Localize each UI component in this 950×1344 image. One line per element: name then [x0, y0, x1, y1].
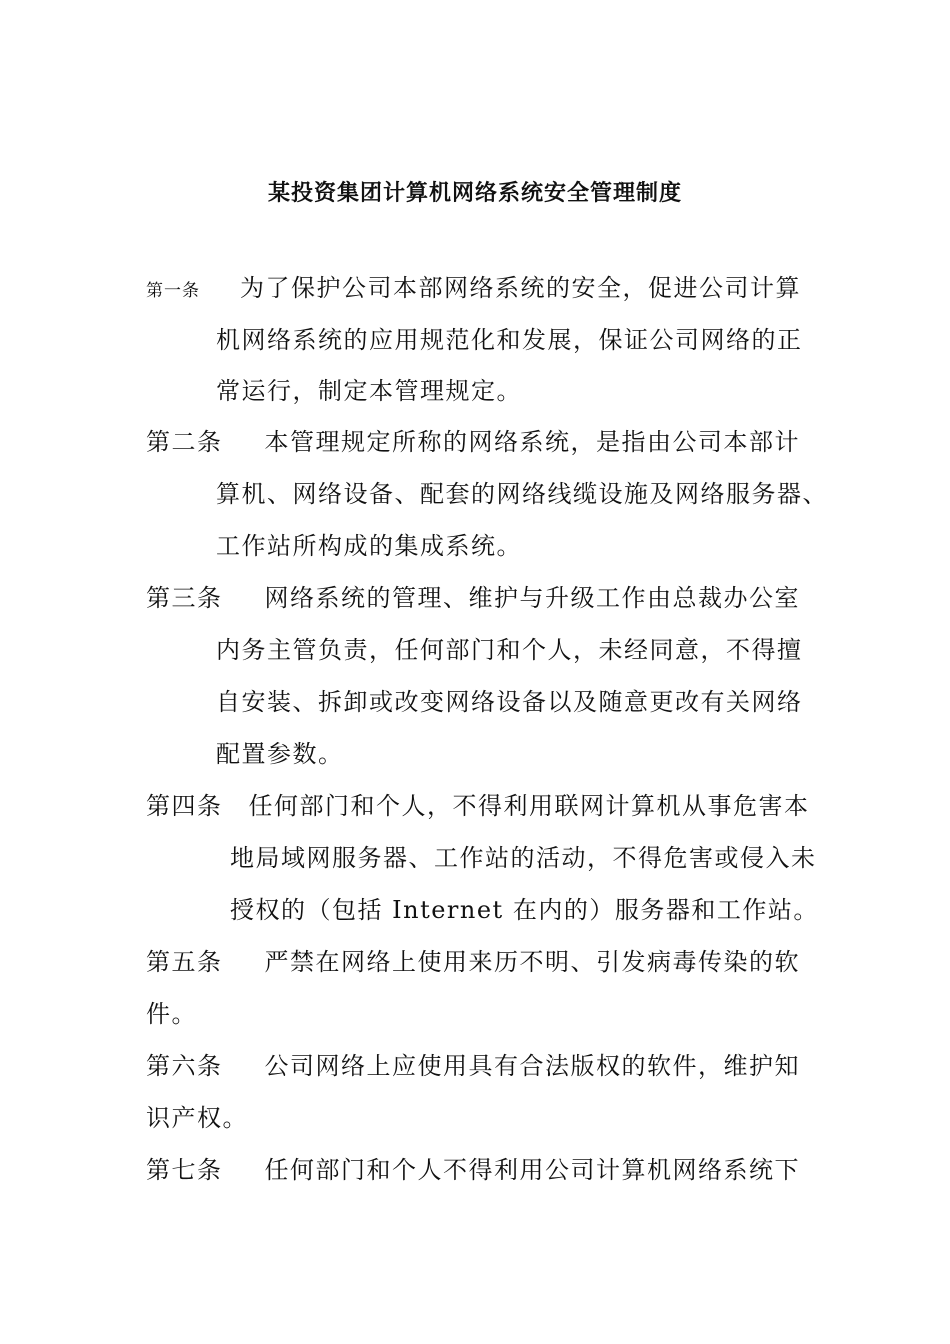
article-2-first-line: [146, 424, 800, 460]
article-6-label: 第六条: [146, 1052, 223, 1080]
article-5-label: 第五条: [146, 948, 223, 976]
article-5-text-line-1: 严禁在网络上使用来历不明、引发病毒传染的软: [264, 948, 800, 976]
article-7-label: 第七条: [146, 1156, 223, 1184]
article-6-text-line-2: 识产权。: [146, 1104, 248, 1132]
article-3-text-line-4: 配置参数。: [216, 740, 344, 768]
article-4-text-line-3: 授权的（包括 Internet 在内的）服务器和工作站。: [230, 896, 819, 924]
article-5-text-line-2: 件。: [146, 1000, 197, 1028]
article-1-first-line: [146, 270, 801, 309]
article-6-first-line: [146, 1048, 800, 1084]
article-6-text-line-1: 公司网络上应使用具有合法版权的软件，维护知: [264, 1052, 800, 1080]
article-4-text-line-1: 任何部门和个人，不得利用联网计算机从事危害本: [248, 792, 810, 820]
article-7-first-line: [146, 1152, 800, 1188]
article-3-text-line-1: 网络系统的管理、维护与升级工作由总裁办公室: [264, 584, 800, 612]
article-1-text-line-2: 机网络系统的应用规范化和发展，保证公司网络的正: [216, 326, 803, 354]
article-2-text-line-3: 工作站所构成的集成系统。: [216, 532, 522, 560]
document-title: 某投资集团计算机网络系统安全管理制度: [267, 180, 682, 206]
article-2-text-line-1: 本管理规定所称的网络系统，是指由公司本部计: [264, 428, 800, 456]
article-7-text-line-1: 任何部门和个人不得利用公司计算机网络系统下: [264, 1156, 800, 1184]
article-2-text-line-2: 算机、网络设备、配套的网络线缆设施及网络服务器、: [216, 480, 828, 508]
article-4-text-line-2: 地局域网服务器、工作站的活动，不得危害或侵入未: [230, 844, 817, 872]
article-4-first-line: [146, 788, 810, 824]
article-4-label: 第四条: [146, 792, 223, 820]
article-5-first-line: [146, 944, 800, 980]
article-3-label: 第三条: [146, 584, 223, 612]
article-2-label: 第二条: [146, 428, 223, 456]
article-1-text-line-1: 为了保护公司本部网络系统的安全，促进公司计算: [240, 274, 801, 302]
article-3-text-line-2: 内务主管负责，任何部门和个人，未经同意，不得擅: [216, 636, 803, 664]
article-1-label: 第一条: [146, 281, 200, 301]
article-3-text-line-3: 自安装、拆卸或改变网络设备以及随意更改有关网络: [216, 688, 803, 716]
article-1-text-line-3: 常运行，制定本管理规定。: [216, 377, 522, 405]
article-3-first-line: [146, 580, 800, 616]
